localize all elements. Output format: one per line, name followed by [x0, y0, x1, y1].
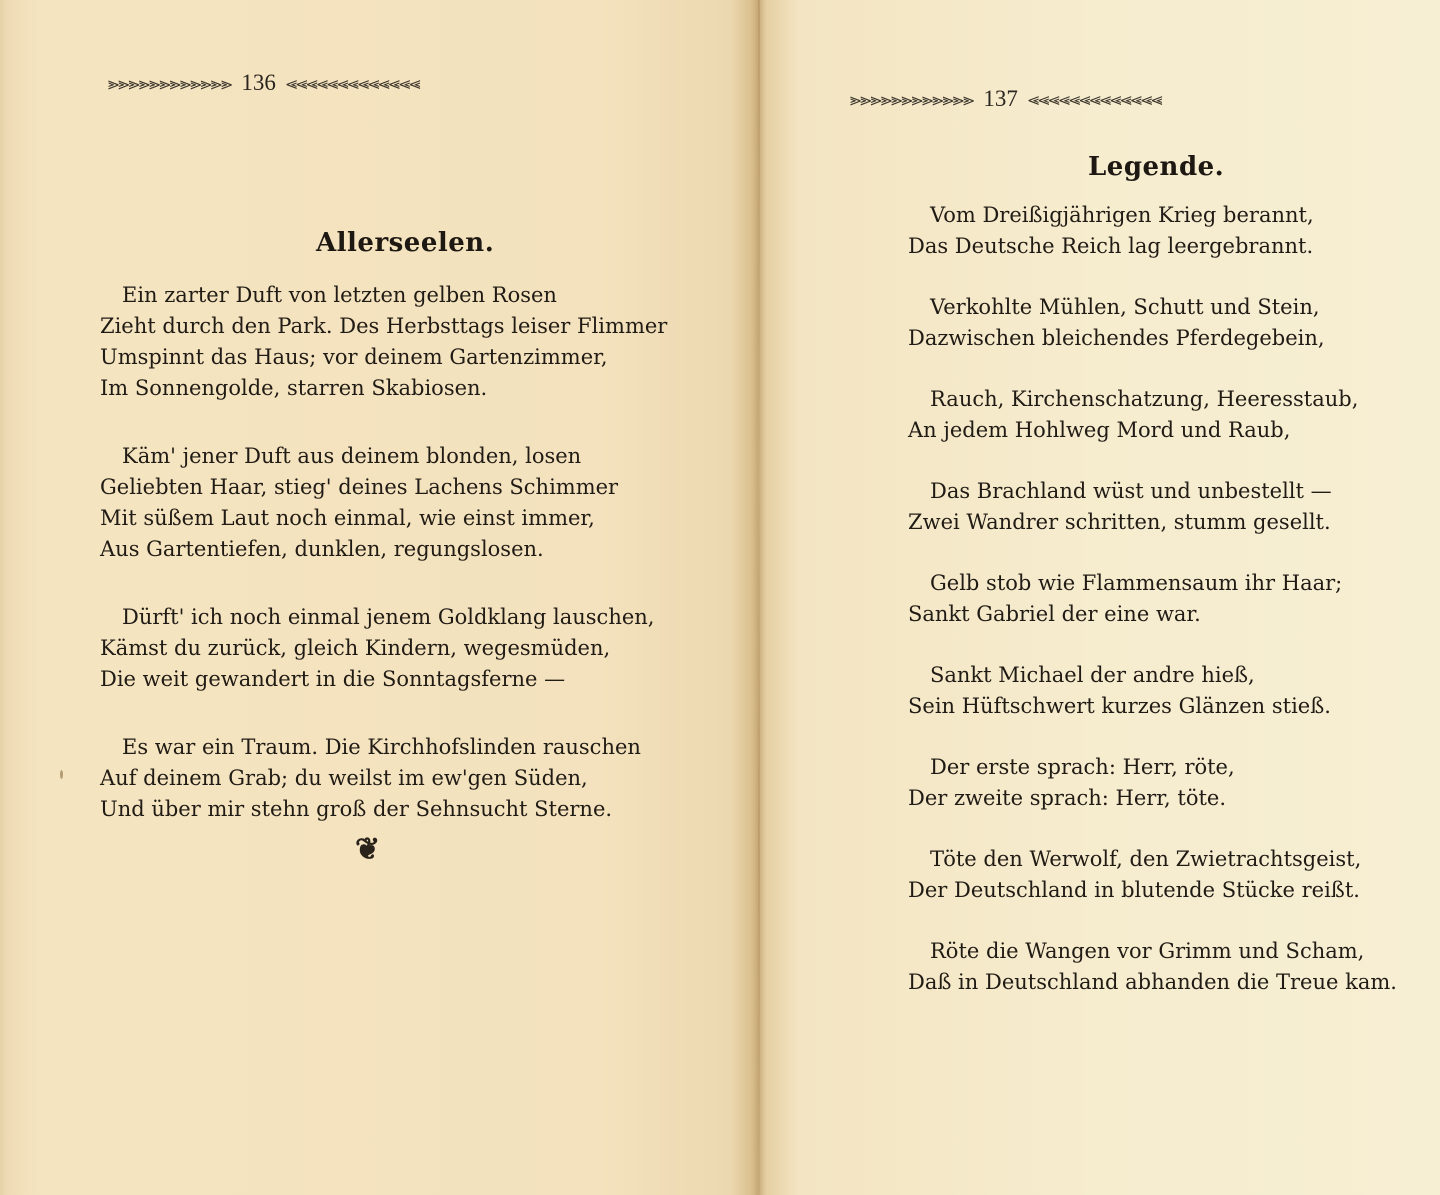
stanza [908, 568, 1428, 630]
verse-line: Auf deinem Grab; du weilst im ew'gen Süden, [100, 766, 588, 790]
verse-line: Gelb stob wie Flammensaum ihr Haar; [930, 571, 1343, 595]
right-page [760, 0, 1440, 1195]
verse-line: Röte die Wangen vor Grimm und Scham, [930, 939, 1365, 963]
verse-line: Sankt Gabriel der eine war. [908, 602, 1201, 626]
verse-line: Umspinnt das Haus; vor deinem Gartenzimmer, [100, 345, 608, 369]
stanza [908, 476, 1428, 538]
stanza [100, 441, 700, 565]
verse-line: Geliebten Haar, stieg' deines Lachens Schimmer [100, 475, 619, 499]
verse-line: Das Brachland wüst und unbestellt — [930, 479, 1332, 503]
verse-line: Dürft' ich noch einmal jenem Goldklang lauschen, [122, 605, 655, 629]
paper-stain [60, 770, 63, 779]
header-ornament-right-icon: ⪡⪡⪡⪡⪡⪡⪡⪡⪡⪡⪡⪡⪡ [285, 72, 420, 94]
verse-line: Dazwischen bleichendes Pferdegebein, [908, 326, 1325, 350]
verse-line: An jedem Hohlweg Mord und Raub, [908, 418, 1291, 442]
verse-line: Kämst du zurück, gleich Kindern, wegesmüden, [100, 636, 611, 660]
page-header-right [850, 86, 1162, 112]
stanza [908, 200, 1428, 262]
stanza [100, 280, 700, 404]
verse-line: Daß in Deutschland abhanden die Treue kam. [908, 970, 1397, 994]
stanza [908, 844, 1428, 906]
stanza [100, 602, 700, 695]
verse-line: Töte den Werwolf, den Zwietrachtsgeist, [930, 847, 1362, 871]
verse-line: Ein zarter Duft von letzten gelben Rosen [122, 283, 557, 307]
poem-title: Allerseelen. [316, 228, 495, 258]
stanza [908, 384, 1428, 446]
verse-line: Und über mir stehn groß der Sehnsucht Sterne. [100, 797, 613, 821]
verse-line: Zieht durch den Park. Des Herbsttags leiser Flimmer [100, 314, 668, 338]
verse-line: Der zweite sprach: Herr, töte. [908, 786, 1227, 810]
page-header-left [108, 70, 420, 96]
poem-body [908, 200, 1428, 1028]
stanza [100, 732, 700, 825]
page-number: 137 [983, 86, 1018, 111]
header-ornament-left-icon: ⪢⪢⪢⪢⪢⪢⪢⪢⪢⪢⪢⪢ [850, 88, 974, 110]
stanza [908, 660, 1428, 722]
verse-line: Der Deutschland in blutende Stücke reißt. [908, 878, 1360, 902]
verse-line: Der erste sprach: Herr, röte, [930, 755, 1235, 779]
verse-line: Käm' jener Duft aus deinem blonden, losen [122, 444, 582, 468]
verse-line: Im Sonnengolde, starren Skabiosen. [100, 376, 488, 400]
verse-line: Es war ein Traum. Die Kirchhofslinden rauschen [122, 735, 641, 759]
verse-line: Zwei Wandrer schritten, stumm gesellt. [908, 510, 1331, 534]
verse-line: Verkohlte Mühlen, Schutt und Stein, [930, 295, 1320, 319]
header-ornament-left-icon: ⪢⪢⪢⪢⪢⪢⪢⪢⪢⪢⪢⪢ [108, 72, 232, 94]
verse-line: Aus Gartentiefen, dunklen, regungslosen. [100, 537, 544, 561]
poem-body [100, 280, 700, 862]
floral-vignette-icon: ❦ [355, 832, 381, 867]
verse-line: Das Deutsche Reich lag leergebrannt. [908, 234, 1314, 258]
header-ornament-right-icon: ⪡⪡⪡⪡⪡⪡⪡⪡⪡⪡⪡⪡⪡ [1027, 88, 1162, 110]
stanza [908, 752, 1428, 814]
poem-title: Legende. [1088, 152, 1225, 182]
verse-line: Vom Dreißigjährigen Krieg berannt, [930, 203, 1314, 227]
stanza [908, 936, 1428, 998]
verse-line: Die weit gewandert in die Sonntagsferne — [100, 667, 566, 691]
page-number: 136 [241, 70, 276, 95]
verse-line: Mit süßem Laut noch einmal, wie einst immer, [100, 506, 595, 530]
stanza [908, 292, 1428, 354]
verse-line: Sein Hüftschwert kurzes Glänzen stieß. [908, 694, 1331, 718]
verse-line: Sankt Michael der andre hieß, [930, 663, 1255, 687]
verse-line: Rauch, Kirchenschatzung, Heeresstaub, [930, 387, 1359, 411]
